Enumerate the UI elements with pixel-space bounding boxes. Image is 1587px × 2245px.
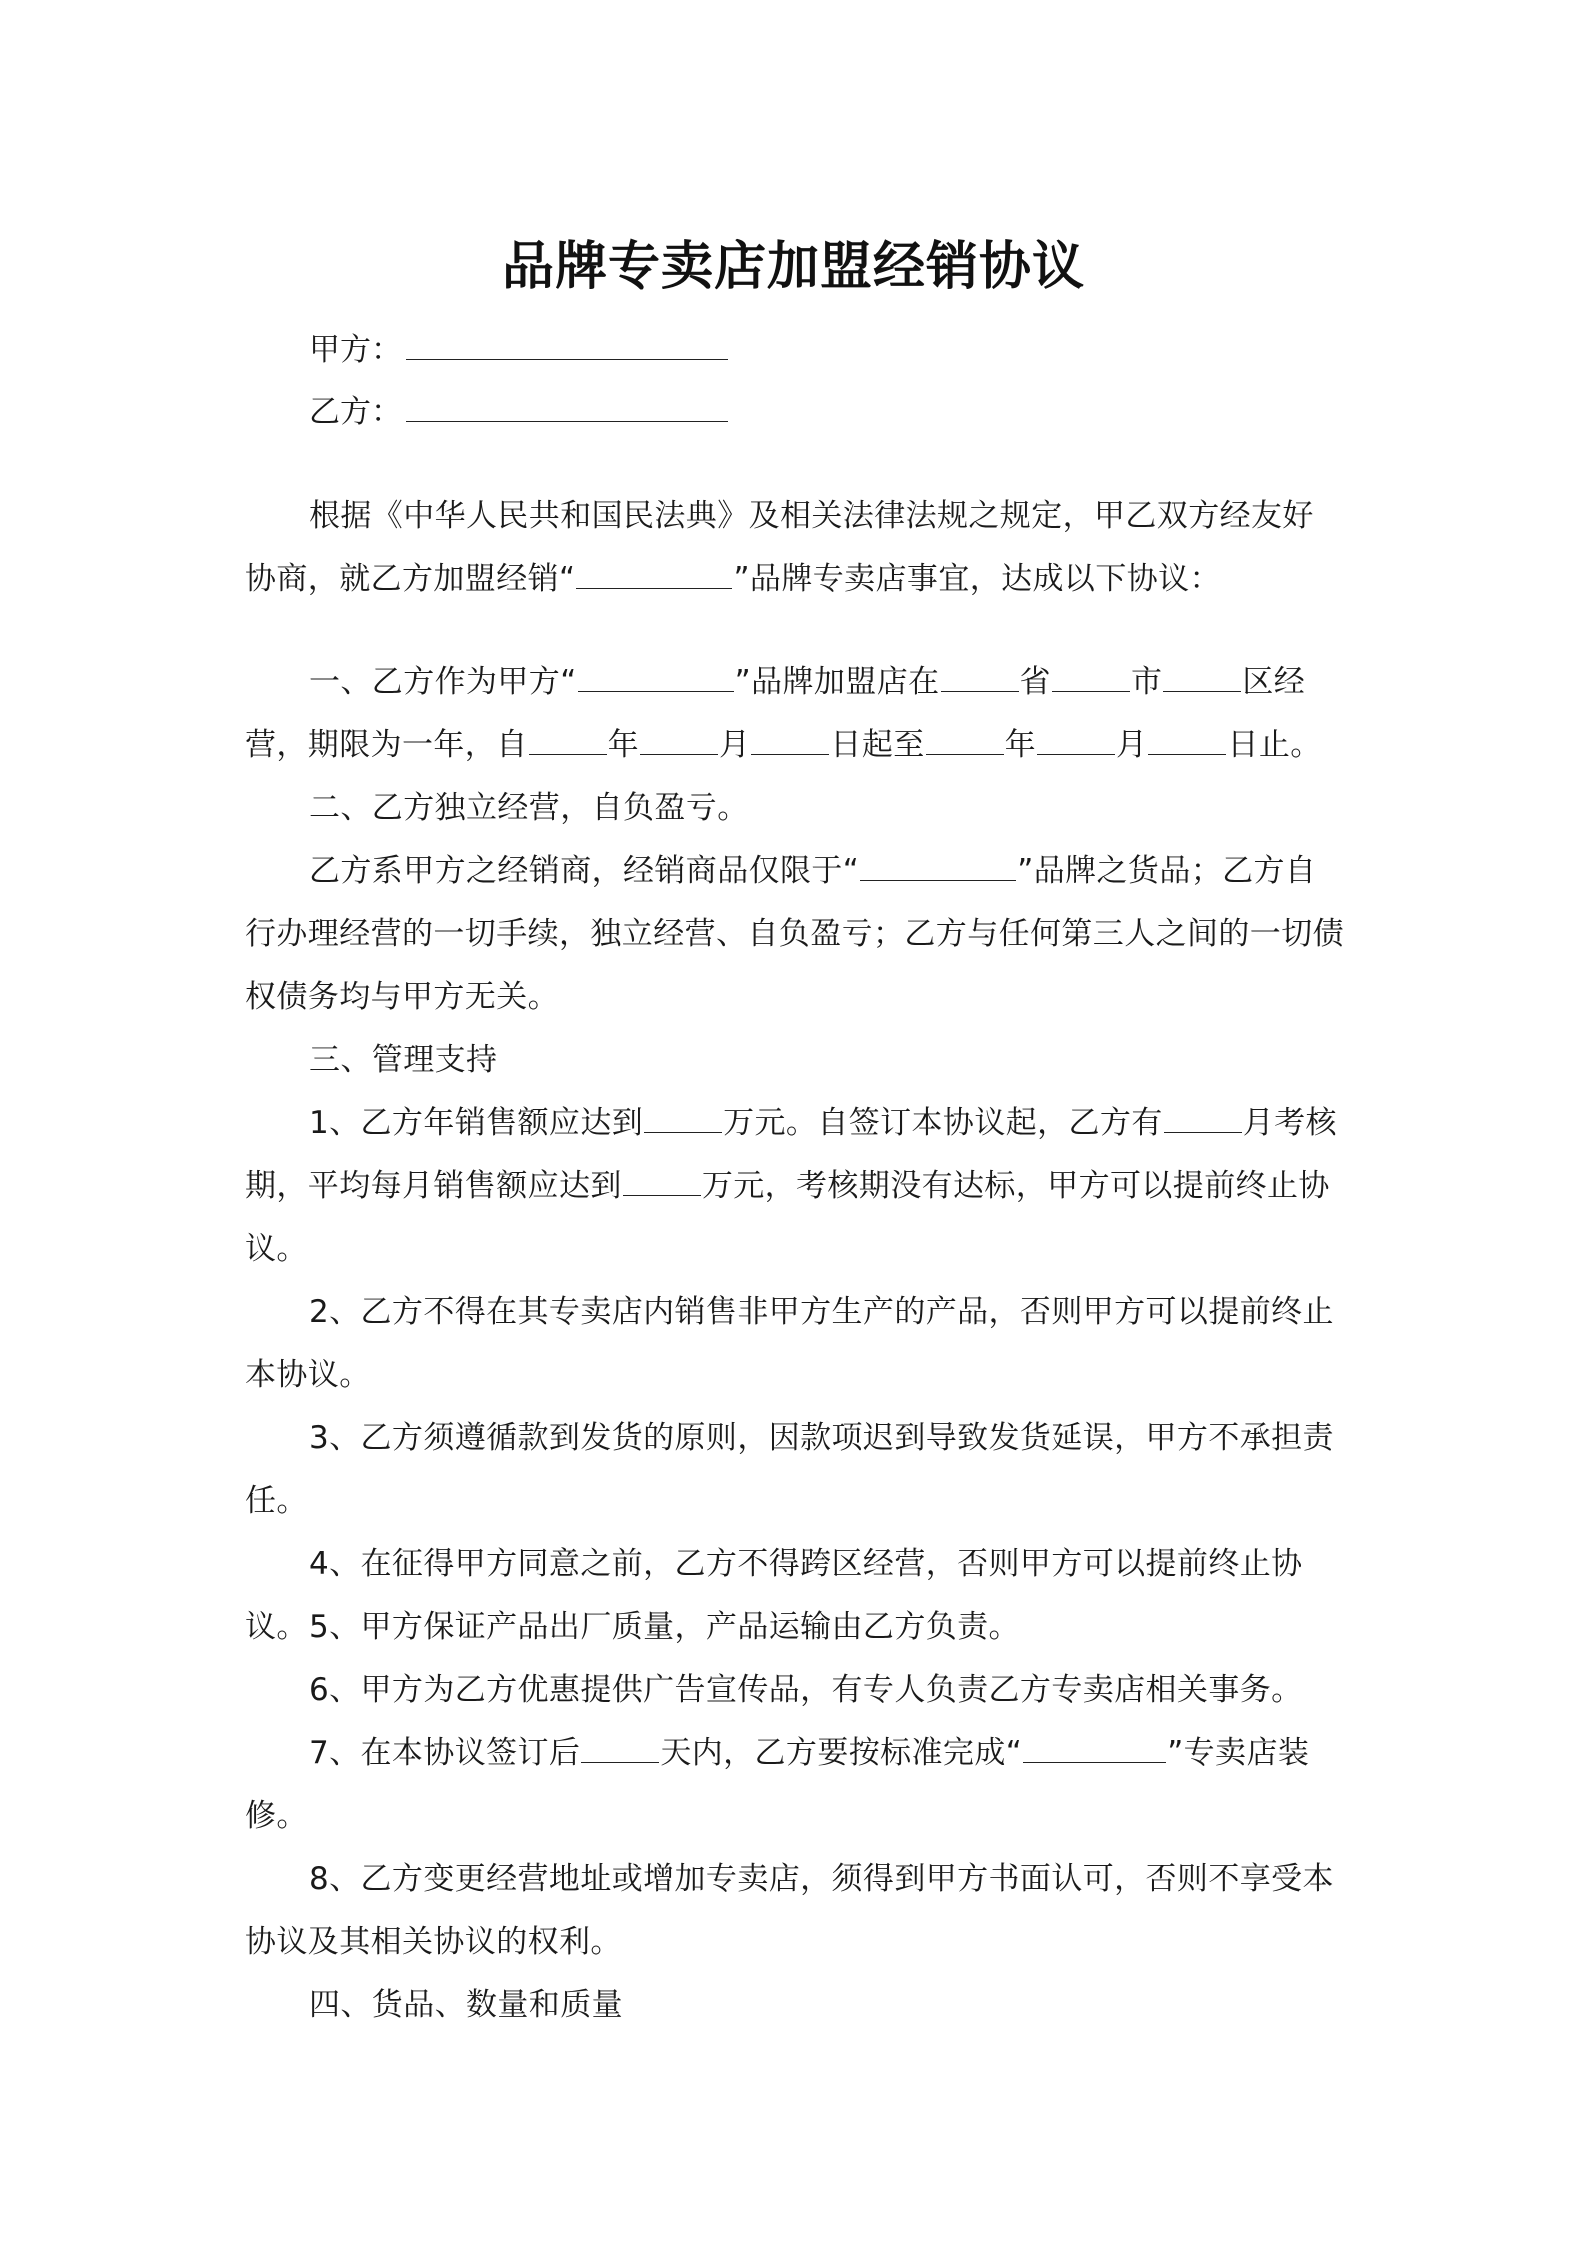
clause-3-item-6: 6、甲方为乙方优惠提供广告宣传品，有专人负责乙方专卖店相关事务。	[309, 1672, 1303, 1708]
party-a-blank	[406, 329, 728, 360]
store-name-blank	[1023, 1734, 1166, 1763]
clause-2-heading: 二、乙方独立经营，自负盈亏。	[309, 790, 749, 826]
brand-blank	[578, 663, 734, 692]
party-b-row	[309, 390, 728, 434]
brand-blank	[576, 560, 732, 589]
document-title: 品牌专卖店加盟经销协议	[501, 237, 1085, 297]
clause-3-item-2: 2、乙方不得在其专卖店内销售非甲方生产的产品，否则甲方可以提前终止本协议。	[245, 1294, 1334, 1393]
clause-1-paragraph: 一、乙方作为甲方“ ”品牌加盟店在 省 市 区经营，期限为一年，自 年 月 日起至 年 月 日止。	[245, 664, 1322, 763]
intro-paragraph: 根据《中华人民共和国民法典》及相关法律法规之规定，甲乙双方经友好协商，就乙方加盟经销“ ”品牌专卖店事宜，达成以下协议：	[245, 498, 1314, 597]
clause-3-item-1: 1、乙方年销售额应达到 万元。自签订本协议起，乙方有 月考核期，平均每月销售额应达到 万元，考核期没有达标，甲方可以提前终止协议。	[245, 1105, 1337, 1267]
clause-3-heading: 三、管理支持	[309, 1042, 498, 1078]
clause-2-paragraph: 乙方系甲方之经销商，经销商品仅限于“ ”品牌之货品；乙方自行办理经营的一切手续，独立经营、自负盈亏；乙方与任何第三人之间的一切债权债务均与甲方无关。	[245, 853, 1344, 1015]
clause-3-item-5: 5、甲方保证产品出厂质量，产品运输由乙方负责。	[309, 1609, 1020, 1645]
party-a-label: 甲方：	[309, 332, 402, 368]
clause-3-item-8: 8、乙方变更经营地址或增加专卖店，须得到甲方书面认可，否则不享受本协议及其相关协议的权利。	[245, 1861, 1334, 1960]
party-b-blank	[406, 391, 728, 422]
party-a-row	[309, 328, 728, 372]
clause-3-item-4: 4、在征得甲方同意之前，乙方不得跨区经营，否则甲方可以提前终止协议。	[245, 1546, 1303, 1645]
clause-3-item-3: 3、乙方须遵循款到发货的原则，因款项迟到导致发货延误，甲方不承担责任。	[245, 1420, 1334, 1519]
clause-4-heading: 四、货品、数量和质量	[309, 1987, 623, 2023]
brand-blank	[860, 852, 1016, 881]
party-b-label: 乙方：	[309, 394, 402, 430]
clause-3-item-7: 7、在本协议签订后 天内，乙方要按标准完成“ ”专卖店装修。	[245, 1735, 1310, 1834]
